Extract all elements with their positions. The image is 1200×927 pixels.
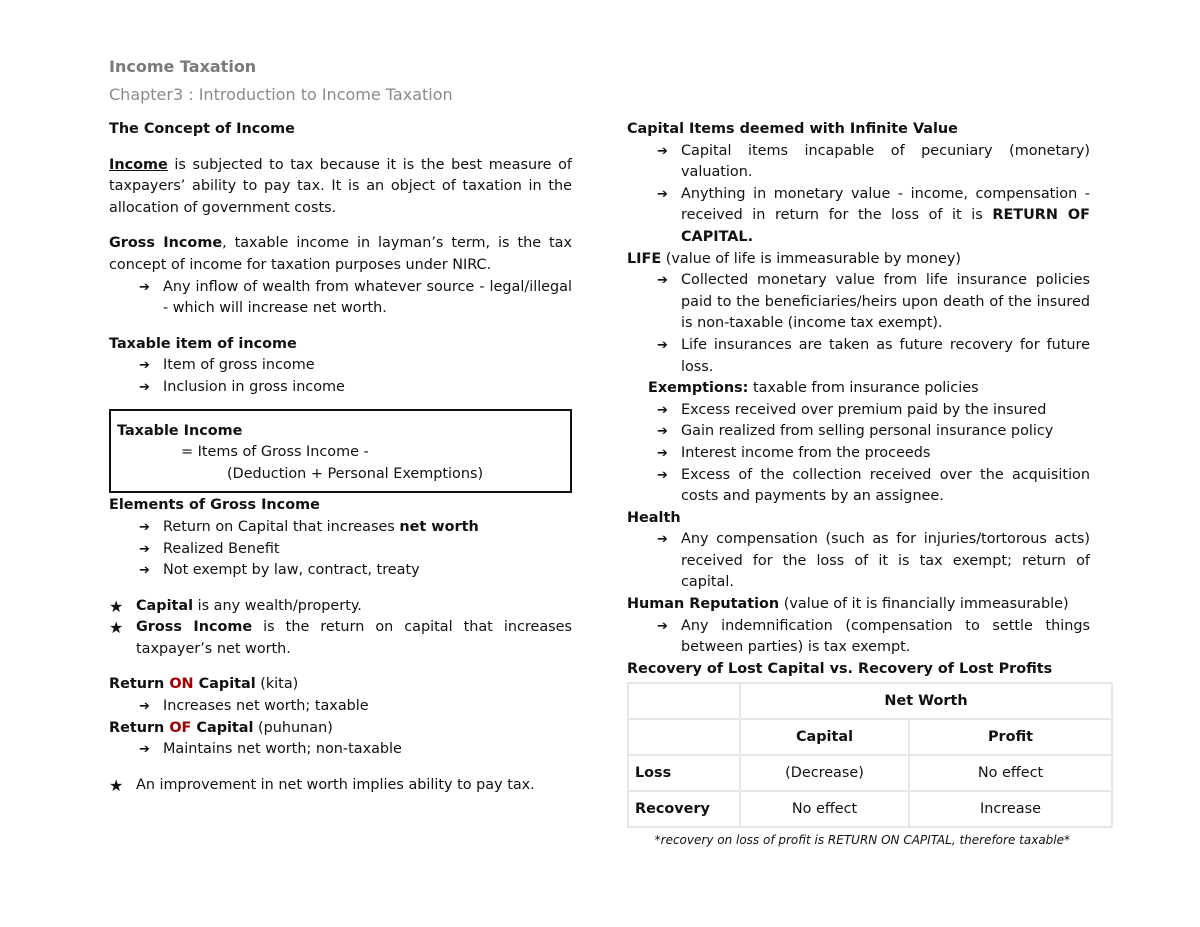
table-row-label: Recovery <box>628 791 740 827</box>
arrow-icon: ➔ <box>657 445 668 461</box>
table-cell <box>628 719 740 755</box>
elements-heading: Elements of Gross Income <box>109 497 320 514</box>
table-cell: No effect <box>909 755 1112 791</box>
list-item: ➔ Item of gross income <box>109 355 572 377</box>
list-item: ➔ Any compensation (such as for injuries/tortorous acts) received for the loss of it is tax exempt; return of capital. <box>657 531 1090 591</box>
list-item: ➔ Life insurances are taken as future recovery for future loss. <box>657 336 1090 375</box>
arrow-icon: ➔ <box>657 467 668 483</box>
net-worth-table <box>627 682 1113 828</box>
arrow-icon: ➔ <box>657 532 668 548</box>
arrow-icon: ➔ <box>139 699 150 715</box>
list-item: ➔ Return on Capital that increases net worth <box>109 517 572 539</box>
list-item: ➔ Interest income from the proceeds <box>627 443 1090 465</box>
list-item: ➔ Anything in monetary value - income, compensation - received in return for the loss of it is RETURN OF CAPITAL. <box>657 185 1090 245</box>
arrow-icon: ➔ <box>139 563 150 579</box>
table-cell <box>628 683 740 719</box>
star-icon: ★ <box>109 775 124 795</box>
concept-heading: The Concept of Income <box>109 121 295 137</box>
list-item: ➔ Any inflow of wealth from whatever source - legal/illegal - which will increase net worth. <box>139 278 572 317</box>
arrow-icon: ➔ <box>657 273 668 289</box>
list-item: ➔ Inclusion in gross income <box>109 377 572 399</box>
arrow-icon: ➔ <box>139 358 150 374</box>
arrow-icon: ➔ <box>657 424 668 440</box>
star-icon: ★ <box>109 618 124 638</box>
star-note: ★ An improvement in net worth implies ability to pay tax. <box>109 775 535 795</box>
document-title: Income Taxation <box>109 57 257 76</box>
infinite-value-heading: Capital Items deemed with Infinite Value <box>627 121 958 137</box>
table-footnote: *recovery on loss of profit is RETURN ON CAPITAL, therefore taxable* <box>654 833 1070 848</box>
arrow-icon: ➔ <box>657 402 668 418</box>
list-item: ➔ Any indemnification (compensation to settle things between parties) is tax exempt. <box>657 617 1090 656</box>
chapter-subtitle: Chapter3 : Introduction to Income Taxation <box>109 85 453 104</box>
human-reputation-heading: Human Reputation (value of it is financially immeasurable) <box>627 596 1069 613</box>
table-header-cell: Capital <box>740 719 909 755</box>
left-column <box>109 119 572 796</box>
table-cell: Increase <box>909 791 1112 827</box>
formula-line: = Items of Gross Income - <box>181 444 369 461</box>
recovery-heading: Recovery of Lost Capital vs. Recovery of Lost Profits <box>627 660 1053 677</box>
gross-income-term: Gross Income <box>109 235 223 252</box>
arrow-icon: ➔ <box>139 541 150 557</box>
list-item: ➔ Maintains net worth; non-taxable <box>109 739 572 761</box>
right-column <box>627 119 1090 852</box>
list-item: ➔ Not exempt by law, contract, treaty <box>109 560 572 582</box>
list-item: ➔ Gain realized from selling personal insurance policy <box>627 421 1090 443</box>
star-icon: ★ <box>109 596 124 616</box>
health-heading: Health <box>627 509 681 526</box>
table-row <box>628 755 1112 791</box>
arrow-icon: ➔ <box>139 279 150 295</box>
table-cell: (Decrease) <box>740 755 909 791</box>
gross-income-paragraph: Gross Income, taxable income in layman’s term, is the tax concept of income for taxation purposes under NIRC. <box>109 235 572 273</box>
table-row-label: Loss <box>628 755 740 791</box>
life-heading: LIFE (value of life is immeasurable by money) <box>627 250 962 267</box>
star-note: ★ Gross Income is the return on capital that increases taxpayer’s net worth. <box>109 618 572 657</box>
arrow-icon: ➔ <box>657 186 668 202</box>
income-paragraph: Income is subjected to tax because it is the best measure of taxpayers’ ability to pay tax. It is an object of taxation in the allocation of government costs. <box>109 156 572 216</box>
arrow-icon: ➔ <box>139 519 150 535</box>
box-title: Taxable Income <box>117 422 243 439</box>
list-item: ➔ Excess of the collection received over the acquisition costs and payments by an assignee. <box>657 466 1090 505</box>
exemptions-heading: Exemptions: taxable from insurance policies <box>648 380 979 397</box>
taxable-item-heading: Taxable item of income <box>109 335 297 352</box>
list-item: ➔ Collected monetary value from life insurance policies paid to the beneficiaries/heirs upon death of the insured is non-taxable (income tax exempt). <box>657 272 1090 332</box>
list-item: ➔ Realized Benefit <box>109 539 572 561</box>
table-header-cell: Profit <box>909 719 1112 755</box>
table-cell: No effect <box>740 791 909 827</box>
arrow-icon: ➔ <box>657 618 668 634</box>
list-item: ➔ Increases net worth; taxable <box>109 696 572 718</box>
table-header-cell: Net Worth <box>740 683 1112 719</box>
arrow-icon: ➔ <box>139 742 150 758</box>
table-row <box>628 791 1112 827</box>
income-term: Income <box>109 156 168 173</box>
taxable-income-formula-box <box>109 409 572 494</box>
arrow-icon: ➔ <box>657 337 668 353</box>
table-row <box>628 683 1112 719</box>
formula-line: (Deduction + Personal Exemptions) <box>227 465 484 482</box>
star-note: ★ Capital is any wealth/property. <box>109 596 362 616</box>
table-row <box>628 719 1112 755</box>
arrow-icon: ➔ <box>139 379 150 395</box>
return-on-capital-heading: Return ON Capital (kita) <box>109 676 299 693</box>
list-item: ➔ Excess received over premium paid by the insured <box>627 400 1090 422</box>
list-item: ➔ Capital items incapable of pecuniary (monetary) valuation. <box>657 142 1090 181</box>
return-of-capital-heading: Return OF Capital (puhunan) <box>109 719 333 736</box>
arrow-icon: ➔ <box>657 143 668 159</box>
